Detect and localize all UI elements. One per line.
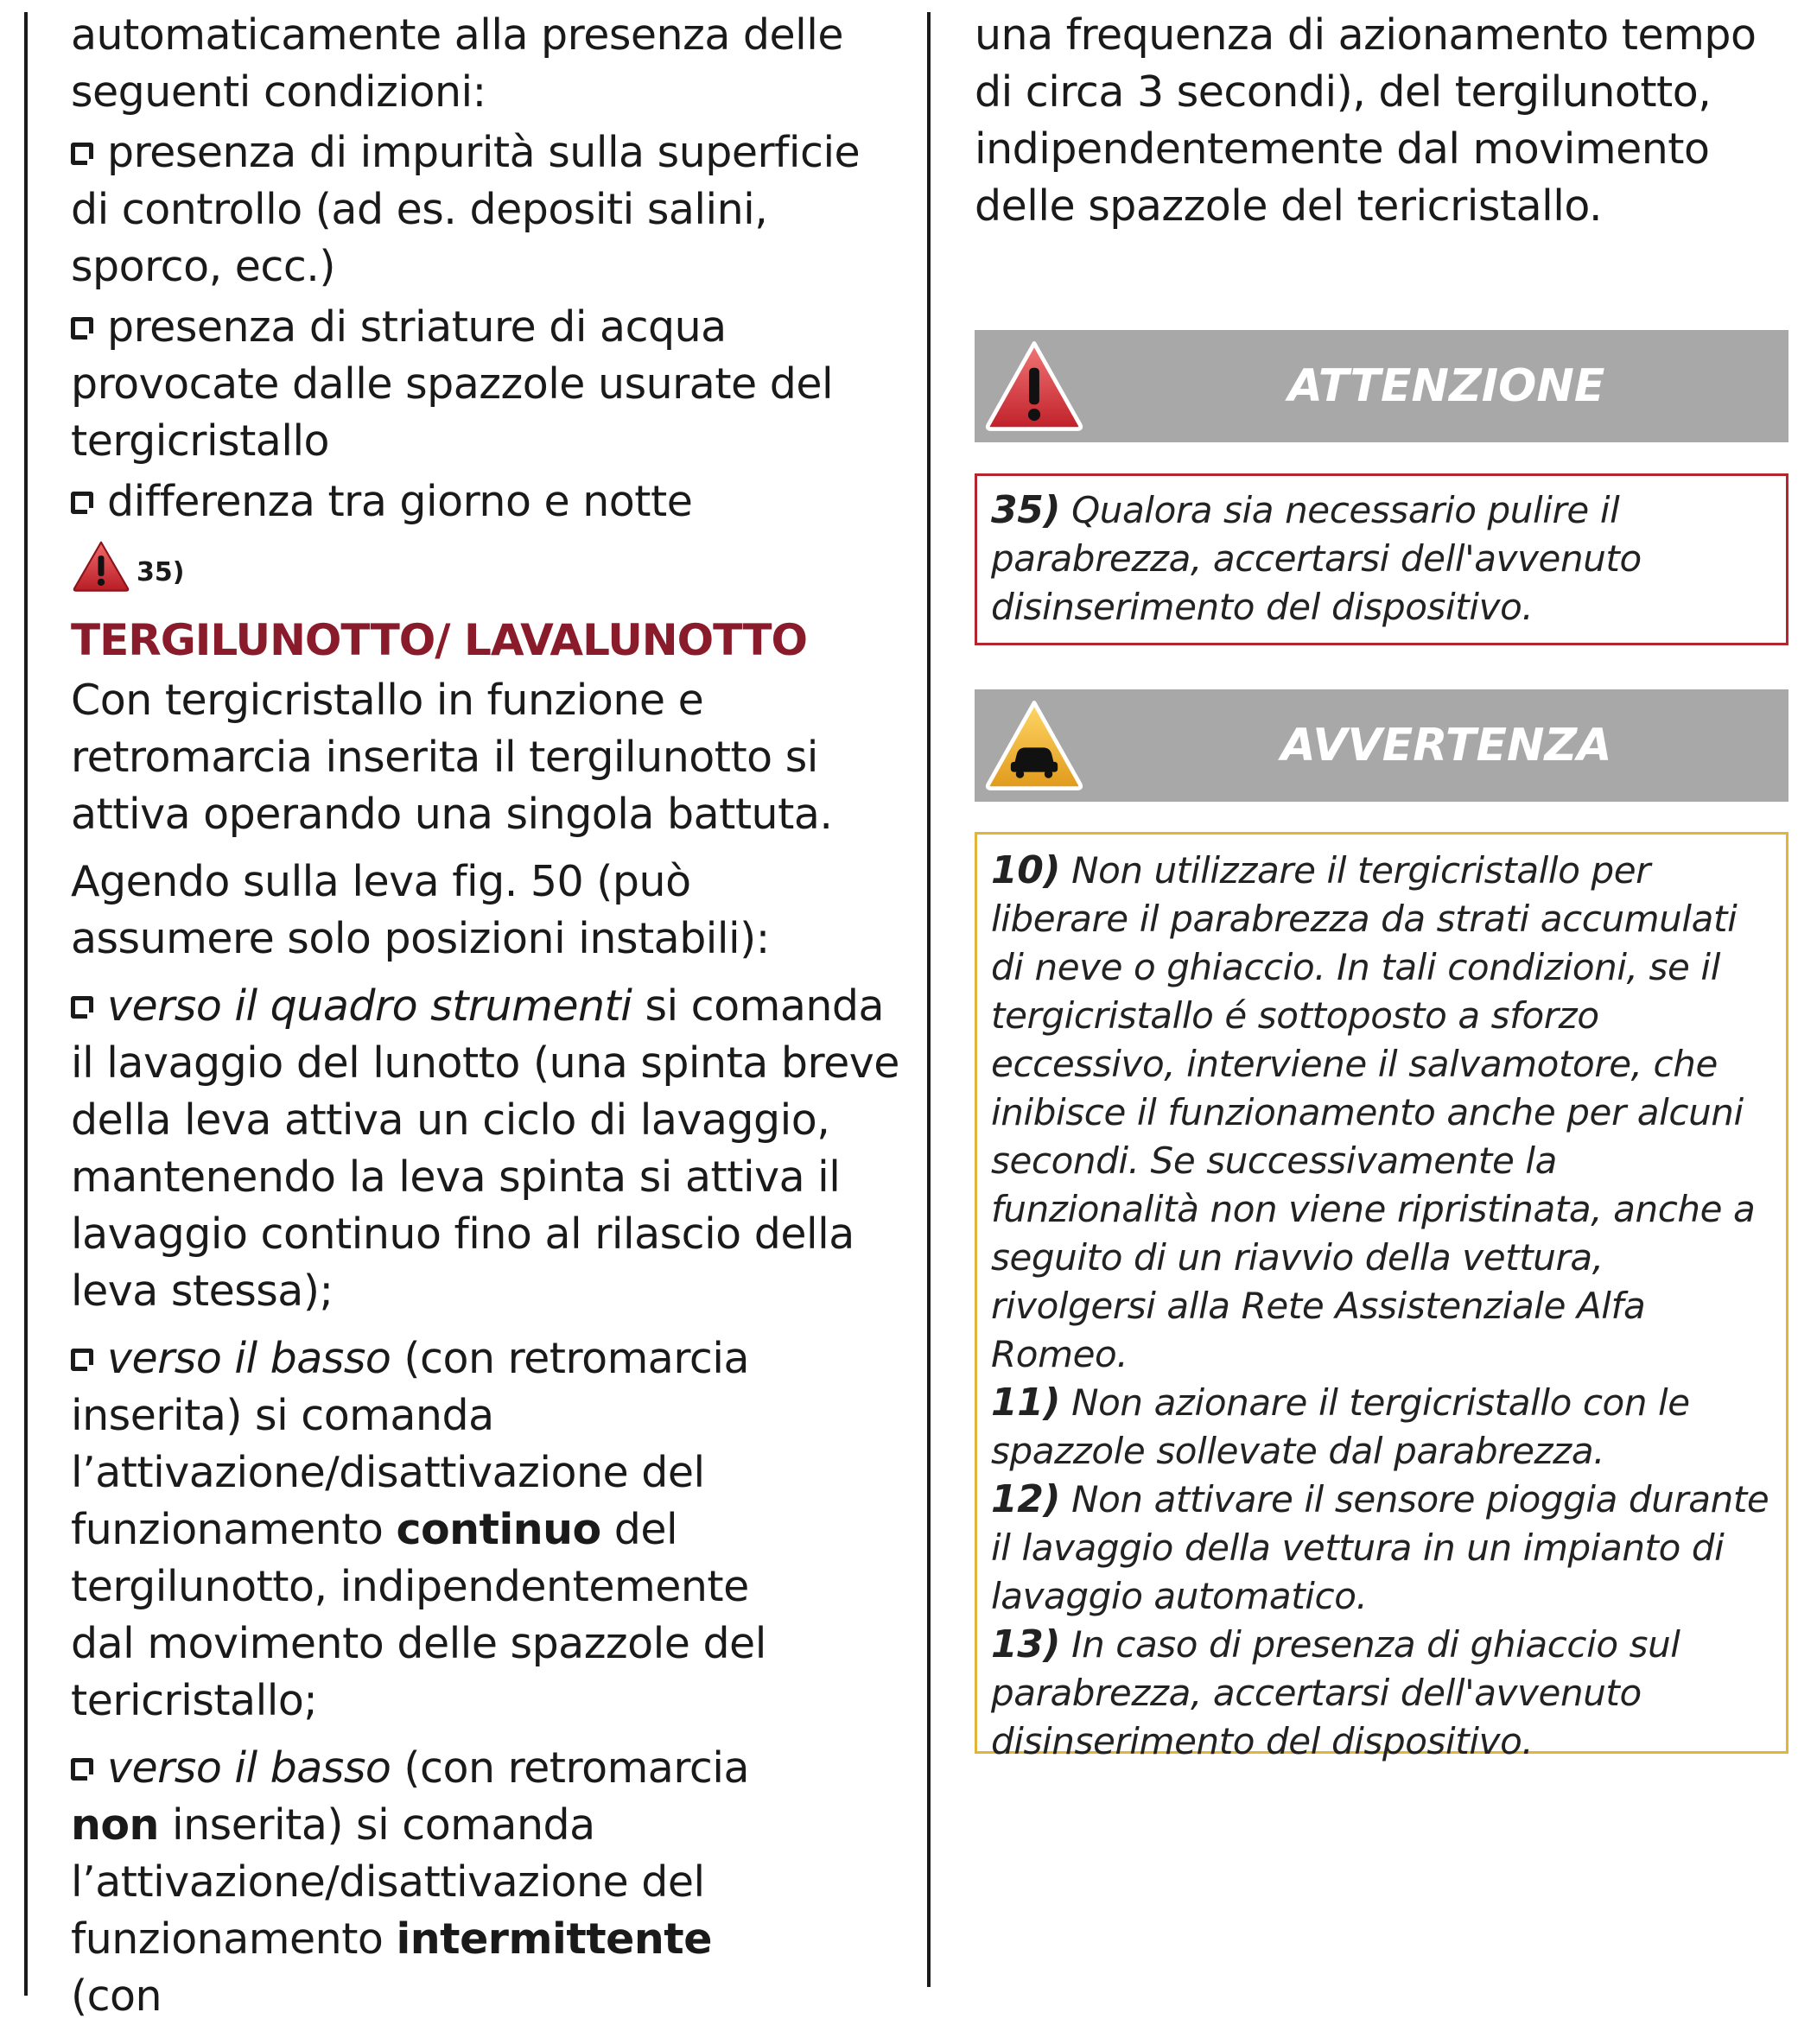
condition-item: differenza tra giorno e notte [71, 473, 900, 530]
note-item: 12) Non attivare il sensore pioggia durante il lavaggio della vettura in un impianto di lavaggio automatico. [991, 1477, 1769, 1617]
lever-bullet-item: verso il quadro strumenti si comanda il lavaggio del lunotto (una spinta breve della leva attiva un ciclo di lavaggio, mantenendo la leva spinta si attiva il lavaggio continuo fino al rilascio della leva stessa); [71, 981, 899, 1316]
continuation-paragraph: una frequenza di azionamento tempo di circa 3 secondi), del tergilunotto, indipendentemente dal movimento delle spazzole del tericristallo. [975, 10, 1757, 231]
checkbox-bullet-icon [71, 1349, 93, 1371]
left-column [71, 7, 900, 2035]
section-title: TERGILUNOTTO/ LAVALUNOTTO [71, 615, 808, 665]
checkbox-bullet-icon [71, 143, 93, 165]
condition-item: presenza di impurità sulla superficie di controllo (ad es. depositi salini, sporco, ecc.) [71, 128, 861, 291]
warning-triangle-icon [983, 335, 1085, 437]
note-item: 35) Qualora sia necessario pulire il parabrezza, accertarsi dell'avvenuto disinserimento del dispositivo. [991, 488, 1642, 628]
checkbox-bullet-icon [71, 492, 93, 514]
intro-paragraph: automaticamente alla presenza delle seguenti condizioni: [71, 10, 844, 117]
lever-bullet-item: verso il basso (con retromarcia inserita) si comanda l’attivazione/disattivazione del funzionamento continuo del tergilunotto, indipendentemente dal movimento delle spazzole del tericristallo; [71, 1334, 766, 1725]
checkbox-bullet-icon [71, 317, 93, 340]
paragraph: Agendo sulla leva fig. 50 (può assumere solo posizioni instabili): [71, 857, 770, 963]
condition-item: presenza di striature di acqua provocate dalle spazzole usurate del tergicristallo [71, 302, 834, 466]
right-column [975, 7, 1791, 245]
paragraph: Con tergicristallo in funzione e retromarcia inserita il tergilunotto si attiva operando una singola battuta. [71, 676, 833, 839]
attenzione-box [975, 473, 1788, 645]
checkbox-bullet-icon [71, 1758, 93, 1781]
avvertenza-box [975, 832, 1788, 1762]
column-divider-middle [927, 12, 931, 1987]
checkbox-bullet-icon [71, 996, 93, 1019]
avvertenza-header [975, 689, 1788, 802]
attenzione-title: ATTENZIONE [1287, 360, 1605, 412]
warning-ref-number: 35) [137, 556, 185, 587]
warning-reference [71, 537, 900, 594]
lever-bullet-item: verso il basso (con retromarcia non inserita) si comanda l’attivazione/disattivazione del funzionamento intermittente (con [71, 1743, 749, 2021]
avvertenza-title: AVVERTENZA [1280, 720, 1612, 771]
column-divider-left [24, 12, 28, 1996]
note-item: 13) In caso di presenza di ghiaccio sul parabrezza, accertarsi dell'avvenuto disinserimento del dispositivo. [991, 1622, 1680, 1762]
attenzione-header [975, 330, 1788, 442]
warning-triangle-icon [71, 537, 131, 594]
note-item: 10) Non utilizzare il tergicristallo per liberare il parabrezza da strati accumulati di neve o ghiaccio. In tali condizioni, se il tergicristallo é sottoposto a sforzo eccessivo, interviene il salvamotore, che inibisce il funzionamento anche per alcuni secondi. Se successivamente la funzionalità non viene ripristinata, anche a seguito di un riavvio della vettura, rivolgersi alla Rete Assistenziale Alfa Romeo. [991, 848, 1756, 1375]
caution-car-icon [983, 695, 1085, 797]
note-item: 11) Non azionare il tergicristallo con le spazzole sollevate dal parabrezza. [991, 1381, 1690, 1472]
